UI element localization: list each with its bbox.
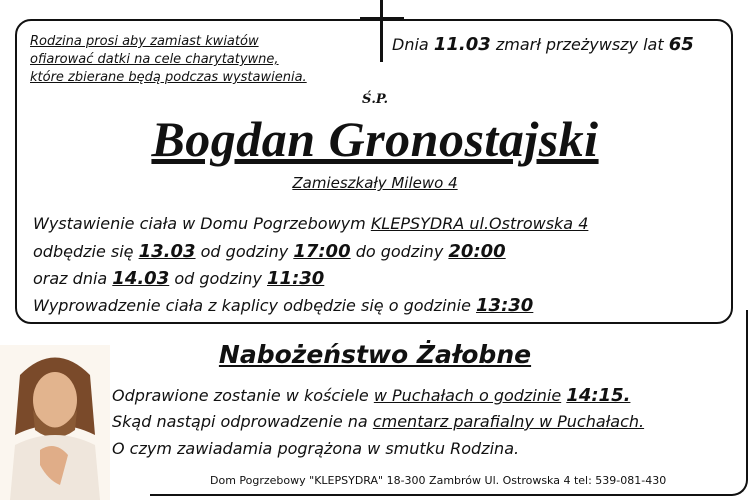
praying-figure-image [0,345,110,500]
notice-line-1: Rodzina prosi aby zamiast kwiatów [30,34,259,49]
service-text: O czym zawiadamia pogrążona w smutku Rodzina. [112,439,520,458]
viewing-text: oraz dnia [33,269,108,288]
service-line-1 [112,385,630,406]
cross-icon-bar [360,17,404,20]
service-place: w Puchałach o godzinie [373,386,562,405]
notice-line-3: które zbierane będą podczas wystawienia. [30,70,307,85]
death-age: 65 [668,34,694,55]
viewing-line-4 [33,295,533,316]
death-middle: zmarł przeżywszy lat [495,35,664,54]
death-date: 11.03 [433,34,491,55]
service-line-2 [112,412,644,431]
cemetery-place: cmentarz parafialny w Puchałach. [372,412,645,431]
footer-contact: Dom Pogrzebowy "KLEPSYDRA" 18-300 Zambrów Ul. Ostrowska 4 tel: 539-081-430 [210,474,667,487]
viewing-line-3 [33,268,324,289]
viewing-time-to: 20:00 [448,241,506,262]
viewing-date: 13.03 [138,241,196,262]
viewing-text: od godziny [174,269,262,288]
service-line-3 [112,439,519,458]
viewing-text: Wyprowadzenie ciała z kaplicy odbędzie się o godzinie [33,296,471,315]
service-time: 14:15. [566,385,631,406]
service-text: Skąd nastąpi odprowadzenie na [112,412,368,431]
viewing-text: Wystawienie ciała w Domu Pogrzebowym [33,214,366,233]
address: Zamieszkały Milewo 4 [292,174,458,192]
sp-label: Ś.P. [361,92,389,107]
viewing-text: do godziny [355,242,444,261]
viewing-line-1 [33,214,588,233]
viewing-line-2 [33,241,506,262]
viewing-time-from: 11:30 [267,268,325,289]
viewing-place: KLEPSYDRA ul.Ostrowska 4 [370,214,589,233]
death-prefix: Dnia [392,35,429,54]
viewing-time-from: 17:00 [293,241,351,262]
viewing-text: odbędzie się [33,242,134,261]
viewing-date: 14.03 [112,268,170,289]
donation-notice [30,33,360,87]
departure-time: 13:30 [476,295,534,316]
service-text: Odprawione zostanie w kościele [112,386,369,405]
viewing-text: od godziny [200,242,289,261]
service-title: Nabożeństwo Żałobne [218,340,532,369]
notice-line-2: ofiarować datki na cele charytatywne, [30,52,279,67]
deceased-name: Bogdan Gronostajski [151,111,599,167]
death-info [392,34,694,55]
cross-icon [380,0,383,62]
